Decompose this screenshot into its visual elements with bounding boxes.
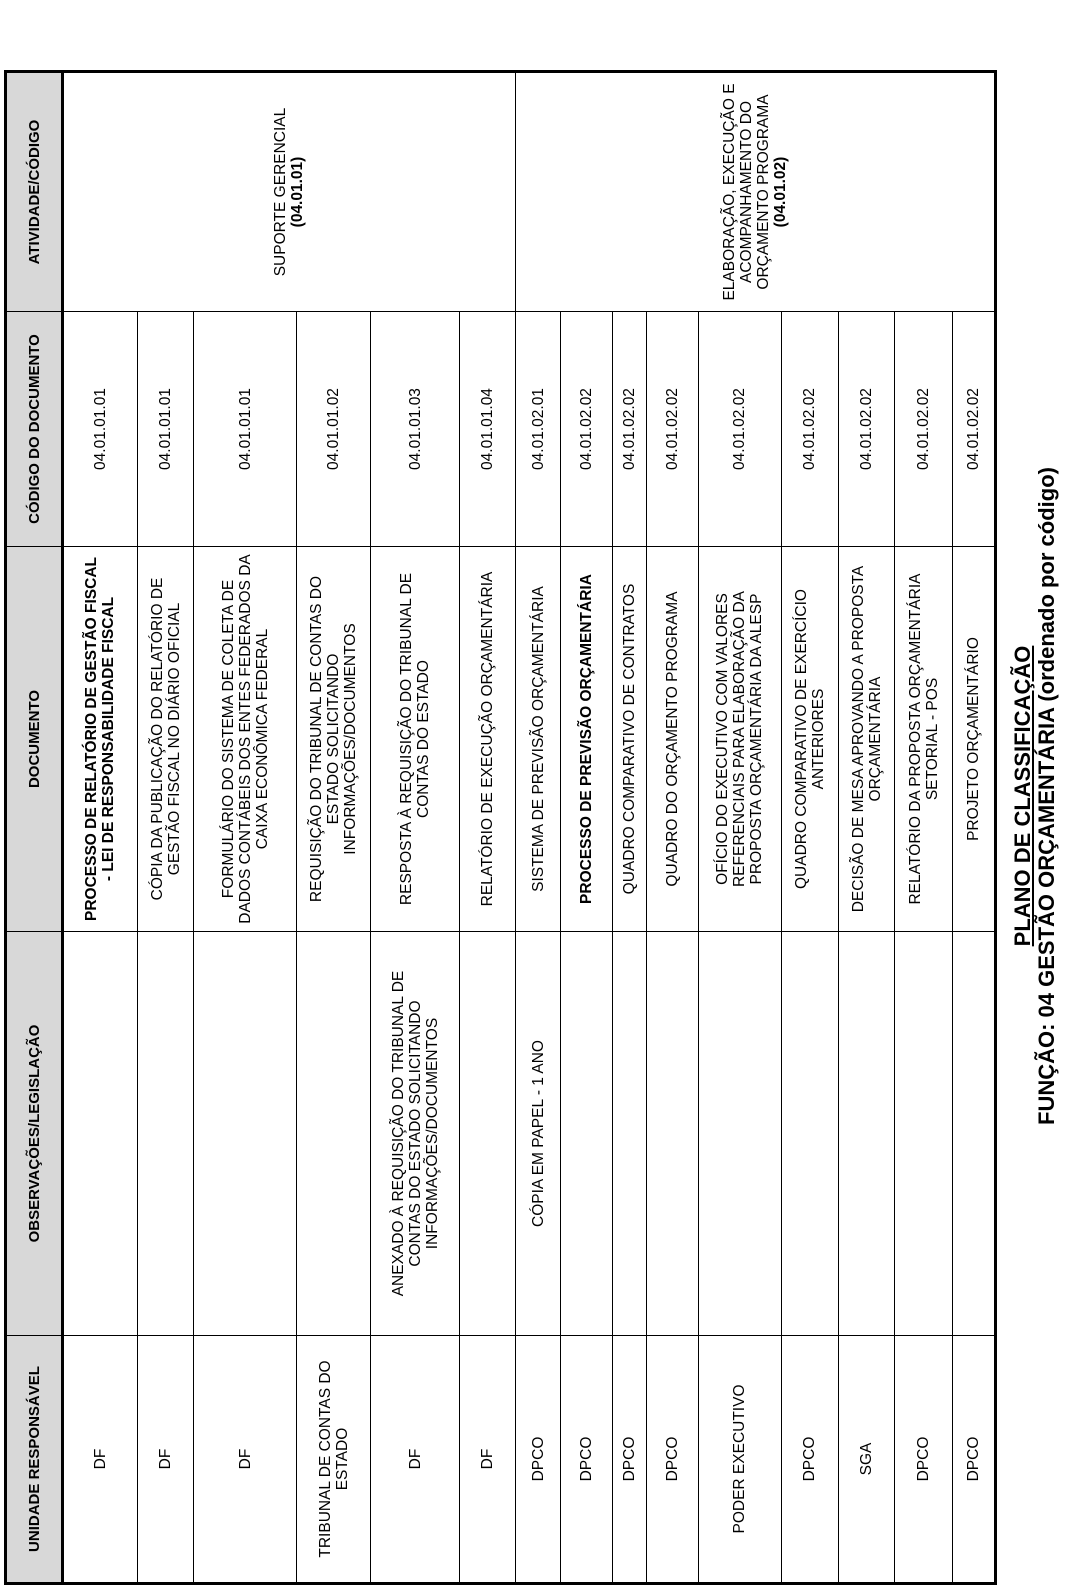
cell-document: RESPOSTA À REQUISIÇÃO DO TRIBUNAL DE CONTAS DO ESTADO [371,547,460,932]
cell-notes [194,932,297,1336]
cell-responsible: SGA [839,1336,895,1584]
cell-responsible: DF [194,1336,297,1584]
header-responsible: UNIDADE RESPONSÁVEL [6,1336,63,1584]
cell-document: QUADRO DO ORÇAMENTO PROGRAMA [647,547,699,932]
cell-responsible: DPCO [561,1336,613,1584]
cell-document: REQUISIÇÃO DO TRIBUNAL DE CONTAS DO ESTADO SOLICITANDO INFORMAÇÕES/DOCUMENTOS [297,547,371,932]
cell-code: 04.01.01.01 [137,312,194,547]
cell-responsible: DF [63,1336,138,1584]
cell-code: 04.01.02.02 [839,312,895,547]
cell-responsible: TRIBUNAL DE CONTAS DO ESTADO [297,1336,371,1584]
header-document: DOCUMENTO [6,547,63,932]
cell-notes [781,932,839,1336]
cell-code: 04.01.02.02 [698,312,781,547]
cell-code: 04.01.01.02 [297,312,371,547]
cell-notes [561,932,613,1336]
cell-notes [612,932,646,1336]
cell-document: FORMULÁRIO DO SISTEMA DE COLETA DE DADOS CONTÁBEIS DOS ENTES FEDERADOS DA CAIXA ECONÔMICA FEDERAL [194,547,297,932]
header-code: CÓDIGO DO DOCUMENTO [6,312,63,547]
activity-code: (04.01.01) [289,156,307,228]
cell-responsible: DPCO [894,1336,953,1584]
cell-document: RELATÓRIO DA PROPOSTA ORÇAMENTÁRIA SETORIAL - POS [894,547,953,932]
cell-document: DECISÃO DE MESA APROVANDO A PROPOSTA ORÇAMENTÁRIA [839,547,895,932]
cell-document: QUADRO COMPARATIVO DE EXERCÍCIO ANTERIORES [781,547,839,932]
activity-code: (04.01.02) [771,156,789,228]
table-row [515,72,560,1584]
cell-notes [297,932,371,1336]
page-subtitle [1034,0,1060,1592]
cell-notes [839,932,895,1336]
cell-code: 04.01.01.01 [194,312,297,547]
cell-code: 04.01.01.03 [371,312,460,547]
header-notes: OBSERVAÇÕES/LEGISLAÇÃO [6,932,63,1336]
cell-responsible: DPCO [612,1336,646,1584]
cell-code: 04.01.02.02 [894,312,953,547]
activity-cell [515,72,995,312]
cell-code: 04.01.02.02 [561,312,613,547]
header-activity: ATIVIDADE/CÓDIGO [6,72,63,312]
cell-responsible: DF [137,1336,194,1584]
cell-code: 04.01.01.01 [63,312,138,547]
activity-name: ELABORAÇÃO, EXECUÇÃO E ACOMPANHAMENTO DO ORÇAMENTO PROGRAMA [720,83,772,301]
cell-notes [647,932,699,1336]
cell-responsible: DPCO [647,1336,699,1584]
cell-notes [894,932,953,1336]
activity-name: SUPORTE GERENCIAL [272,107,290,277]
activity-cell [63,72,516,312]
cell-code: 04.01.02.02 [781,312,839,547]
page-title: PLANO DE CLASSIFICAÇÃO [1010,645,1035,947]
cell-responsible: DPCO [781,1336,839,1584]
cell-code: 04.01.02.02 [612,312,646,547]
cell-responsible: DF [371,1336,460,1584]
cell-notes [137,932,194,1336]
header-row [6,72,63,1584]
classification-table [4,70,997,1585]
cell-notes [953,932,996,1336]
cell-notes [63,932,138,1336]
cell-responsible: DPCO [515,1336,560,1584]
cell-code: 04.01.02.02 [647,312,699,547]
cell-notes: ANEXADO À REQUISIÇÃO DO TRIBUNAL DE CONTAS DO ESTADO SOLICITANDO INFORMAÇÕES/DOCUMENTOS [371,932,460,1336]
subtitle-function: FUNÇÃO: 04 GESTÃO ORÇAMENTÁRIA [1034,707,1059,1125]
cell-notes [460,932,516,1336]
cell-document: QUADRO COMPARATIVO DE CONTRATOS [612,547,646,932]
cell-document: PROCESSO DE PREVISÃO ORÇAMENTÁRIA [561,547,613,932]
cell-code: 04.01.02.02 [953,312,996,547]
cell-notes: CÓPIA EM PAPEL - 1 ANO [515,932,560,1336]
cell-document: CÓPIA DA PUBLICAÇÃO DO RELATÓRIO DE GESTÃO FISCAL NO DIÁRIO OFICIAL [137,547,194,932]
cell-document: PROJETO ORÇAMENTÁRIO [953,547,996,932]
cell-document: RELATÓRIO DE EXECUÇÃO ORÇAMENTÁRIA [460,547,516,932]
table-row [63,72,138,1584]
cell-document: PROCESSO DE RELATÓRIO DE GESTÃO FISCAL - LEI DE RESPONSABILIDADE FISCAL [63,547,138,932]
subtitle-order: (ordenado por código) [1034,467,1059,708]
cell-document: OFÍCIO DO EXECUTIVO COM VALORES REFERENCIAIS PARA ELABORAÇÃO DA PROPOSTA ORÇAMENTÁRIA DA ALESP [698,547,781,932]
cell-code: 04.01.02.01 [515,312,560,547]
cell-code: 04.01.01.04 [460,312,516,547]
cell-responsible: PODER EXECUTIVO [698,1336,781,1584]
cell-notes [698,932,781,1336]
cell-responsible: DF [460,1336,516,1584]
cell-responsible: DPCO [953,1336,996,1584]
cell-document: SISTEMA DE PREVISÃO ORÇAMENTÁRIA [515,547,560,932]
